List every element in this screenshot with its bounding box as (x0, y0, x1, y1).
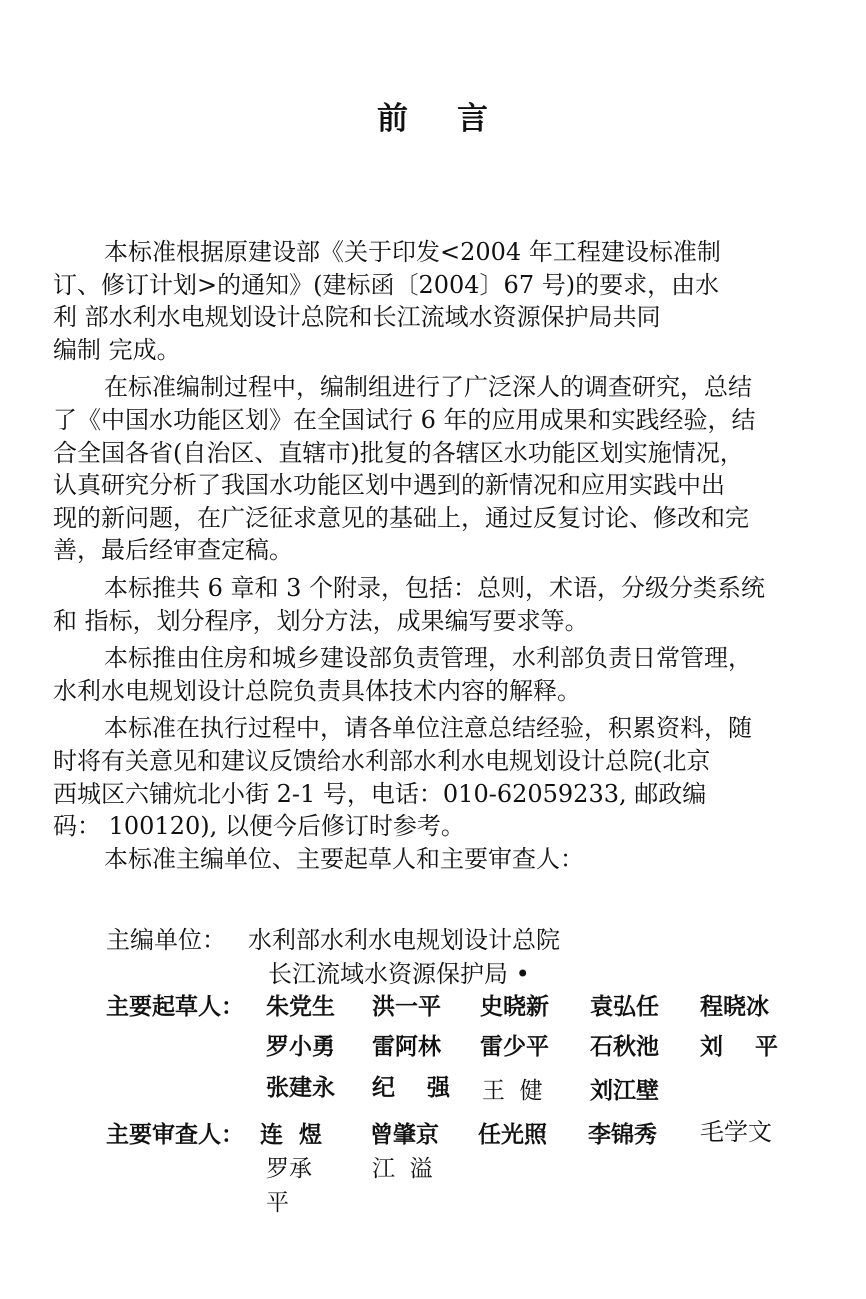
reviewer-name: 毛学文 (700, 1118, 772, 1146)
drafter-name: 史晓新 (480, 994, 549, 1020)
reviewer-name: 江 溢 (372, 1156, 433, 1182)
p4-line-2: 水利水电规划设计总院负责具体技术内容的解释。 (53, 676, 581, 705)
p1-line-2: 订、修订计划>的通知》(建标函〔2004〕67 号)的要求，由水 (53, 270, 720, 299)
p1-line-3: 利 部水利水电规划设计总院和长江流域水资源保护局共同 (53, 303, 661, 332)
title-char-2: 言 (457, 101, 489, 137)
reviewers-label: 主要审查人： (106, 1122, 244, 1148)
reviewer-name: 连 煜 (260, 1122, 323, 1148)
reviewers-block (106, 1116, 826, 1226)
drafter-name: 程晓冰 (700, 994, 769, 1020)
p1-line-4: 编制 完成。 (53, 335, 181, 364)
drafter-name: 刘江壁 (590, 1078, 659, 1104)
page-title (0, 93, 866, 138)
p3-line-2: 和 指标，划分程序，划分方法，成果编写要求等。 (53, 606, 589, 635)
p1-line-1: 本标准根据原建设部《关于印发<2004 年工程建设标准制 (104, 238, 721, 266)
drafter-name: 纪 强 (372, 1075, 451, 1101)
reviewer-name: 任光照 (478, 1122, 547, 1148)
editor-unit-label: 主编单位： (106, 926, 226, 954)
drafter-name: 刘 平 (700, 1034, 779, 1060)
p2-line-1: 在标准编制过程中，编制组进行了广泛深人的调查研究，总结 (104, 373, 752, 402)
reviewer-name: 平 (266, 1190, 289, 1216)
p2-line-5: 现的新问题，在广泛征求意见的基础上，通过反复讨论、修改和完 (53, 503, 749, 532)
drafters-label: 主要起草人： (106, 994, 244, 1020)
drafter-name: 雷阿林 (372, 1034, 441, 1060)
drafter-name: 雷少平 (480, 1034, 549, 1060)
editor-unit-2: 长江流域水资源保护局 • (268, 960, 530, 988)
drafter-name: 洪一平 (372, 994, 441, 1020)
reviewer-name: 罗承 (266, 1156, 312, 1182)
p4-line-1: 本标推由住房和城乡建设部负责管理，水利部负责日常管理， (104, 644, 752, 673)
drafter-name: 王 健 (482, 1078, 543, 1104)
p5-line-3: 西城区六铺炕北小街 2-1 号，电话：010-62059233, 邮政编 (53, 779, 707, 808)
drafter-name: 朱党生 (266, 994, 335, 1020)
staff-section (106, 920, 826, 1216)
p5-line-4: 码： 100120), 以便今后修订时参考。 (53, 812, 465, 841)
reviewer-name: 曾肇京 (370, 1122, 439, 1148)
p2-line-4: 认真研究分析了我国水功能区划中遇到的新情况和应用实践中出 (53, 471, 725, 500)
p3-line-1: 本标推共 6 章和 3 个附录，包括：总则，术语，分级分类系统 (104, 573, 766, 602)
drafter-name: 张建永 (266, 1075, 335, 1101)
preface-body (53, 236, 821, 875)
drafter-name: 罗小勇 (266, 1034, 335, 1060)
drafters-block (106, 988, 826, 1108)
editor-unit-1: 水利部水利水电规划设计总院 (248, 926, 560, 954)
p2-line-2: 了《中国水功能区划》在全国试行 6 年的应用成果和实践经验，结 (53, 405, 756, 434)
title-char-1: 前 (377, 101, 409, 137)
p2-line-6: 善，最后经审查定稿。 (53, 536, 293, 565)
reviewer-name: 李锦秀 (588, 1122, 657, 1148)
p2-line-3: 合全国各省(自治区、直辖市)批复的各辖区水功能区划实施情况， (53, 438, 744, 467)
p5-line-2: 时将有关意见和建议反馈给水利部水利水电规划设计总院(北京 (53, 746, 711, 775)
drafter-name: 石秋池 (590, 1034, 659, 1060)
editor-unit-row (106, 920, 826, 954)
p6-line-1: 本标准主编单位、主要起草人和主要审查人： (104, 844, 584, 873)
p5-line-1: 本标准在执行过程中，请各单位注意总结经验，积累资料，随 (104, 714, 752, 743)
drafter-name: 袁弘任 (590, 994, 659, 1020)
